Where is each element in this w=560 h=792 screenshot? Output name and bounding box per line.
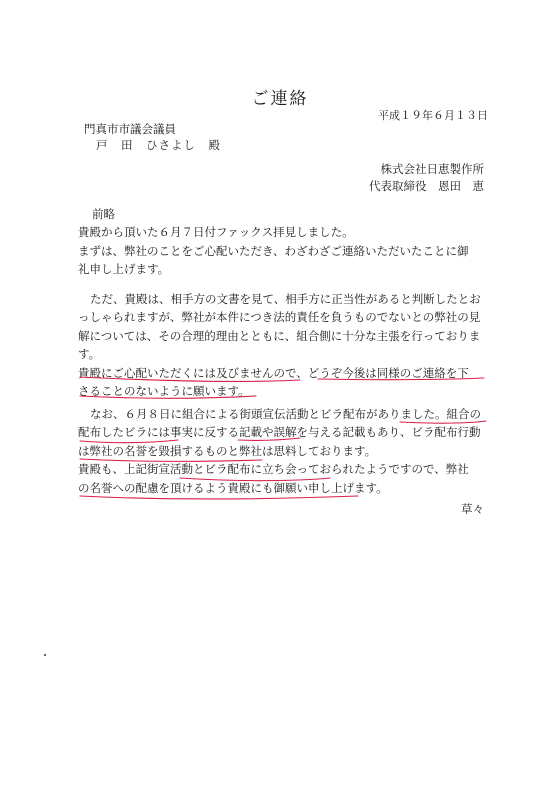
letter-date: 平成１９年６月１３日 xyxy=(378,109,488,122)
salutation: 前略 xyxy=(92,207,115,221)
closing-phrase: 草々 xyxy=(461,502,484,516)
paragraph-3-line-5: の名誉への配慮を頂けるよう貴殿にも御願い申し上げます。 xyxy=(78,480,388,495)
paragraph-3-line-3: は弊社の名誉を毀損するものと弊社は思料しております。 xyxy=(78,443,377,458)
paragraph-2 xyxy=(78,290,486,400)
paragraph-1-line-3: 礼申し上げます。 xyxy=(78,262,170,277)
paragraph-2-line-2: っしゃられますが、弊社が本件につき法的責任を負うものでないとの弊社の見 xyxy=(78,310,481,325)
letter-title: ご連絡 xyxy=(251,89,309,109)
paragraph-1-line-2: まずは、弊社のことをご心配いただき、わざわざご連絡いただいたことに御 xyxy=(78,243,469,258)
paragraph-3-line-1: なお、６月８日に組合による街頭宣伝活動とビラ配布がありました。組合の xyxy=(90,407,481,421)
paragraph-2-line-3: 解については、その合理的理由とともに、組合側に十分な主張を行っておりま xyxy=(78,328,481,343)
recipient-name: 戸 田 ひさよし 殿 xyxy=(96,138,221,152)
paragraph-2-line-1: ただ、貴殿は、相手方の文書を見て、相手方に正当性があると判断したとお xyxy=(90,292,481,306)
recipient-organization: 門真市市議会議員 xyxy=(84,122,176,136)
paragraph-2-line-5: 貴殿にご心配いただくには及びませんので、どうぞ今後は同様のご連絡を下 xyxy=(78,365,469,380)
paragraph-3 xyxy=(78,405,486,497)
sender-company: 株式会社日恵製作所 xyxy=(380,162,484,176)
paragraph-2-line-4: す。 xyxy=(78,347,101,362)
sender-name: 代表取締役 恩田 恵 xyxy=(369,179,484,193)
paragraph-1-line-1: 貴殿から頂いた６月７日付ファックス拝見しました。 xyxy=(78,225,354,240)
paragraph-2-line-6: さることのないように願います。 xyxy=(78,384,250,399)
scan-speck xyxy=(44,654,46,656)
opening-section xyxy=(78,205,486,279)
paragraph-3-line-4: 貴殿も、上記街宣活動とビラ配布に立ち会っておられたようですので、弊社 xyxy=(78,462,469,477)
paragraph-3-line-2: 配布したビラには事実に反する記載や誤解を与える記載もあり、ビラ配布行動 xyxy=(78,425,481,440)
